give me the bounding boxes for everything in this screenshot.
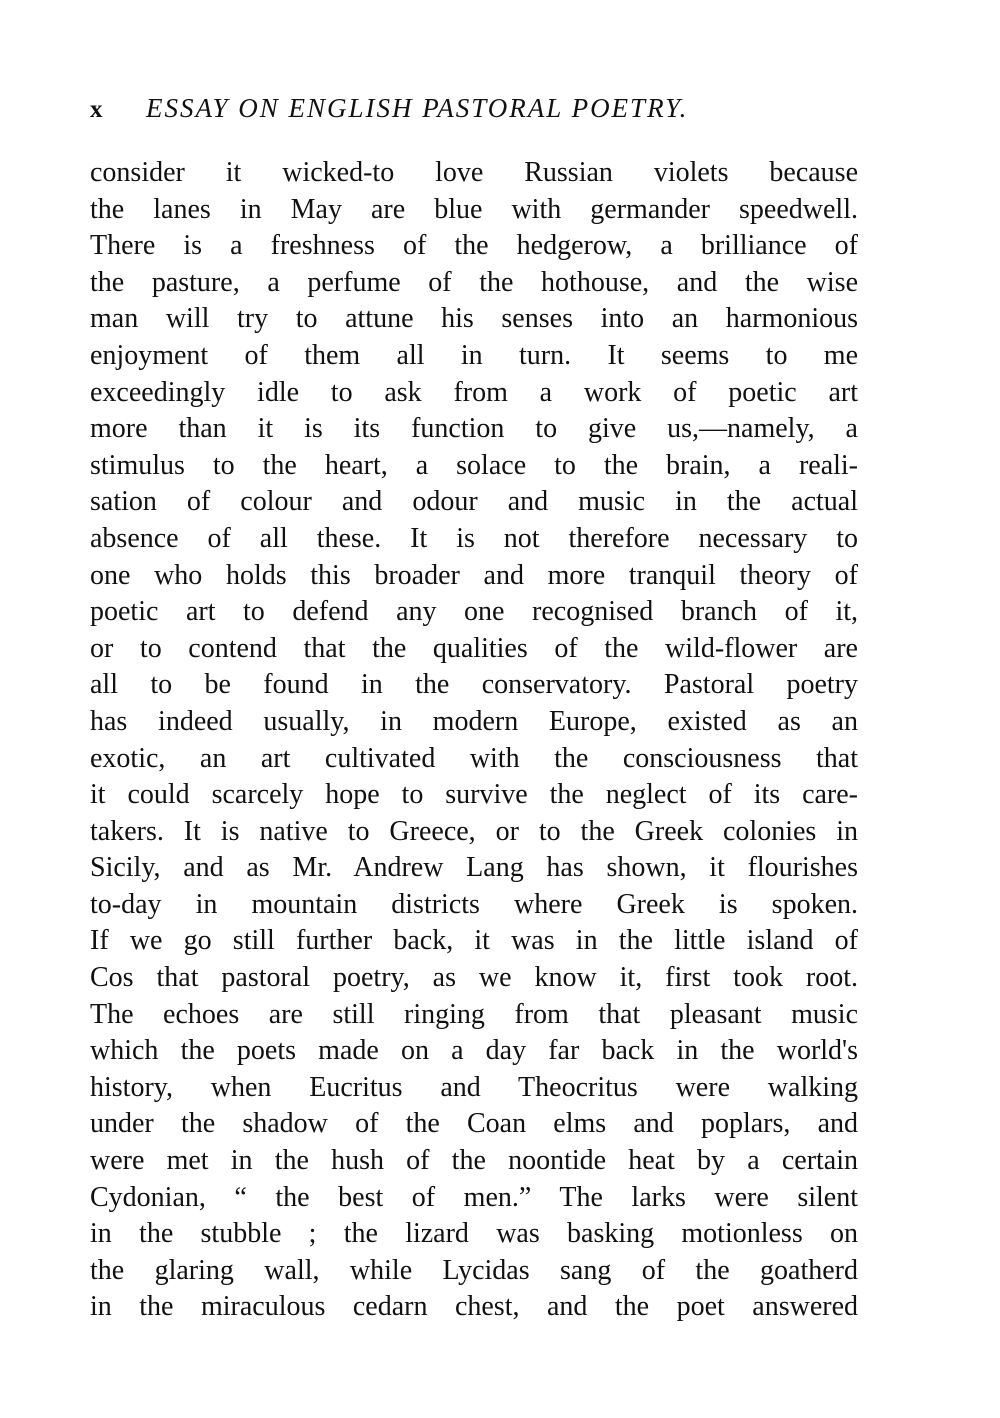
text-line: poetic art to defend any one recognised branch of it, [90, 596, 858, 628]
text-line: to-day in mountain districts where Greek is spoken. [90, 888, 858, 920]
text-line: history, when Eucritus and Theocritus were walking [90, 1071, 858, 1103]
body-text [90, 155, 858, 1326]
text-line: has indeed usually, in modern Europe, existed as an [90, 705, 858, 737]
text-line: or to contend that the qualities of the wild-flower are [90, 632, 858, 664]
text-line: it could scarcely hope to survive the neglect of its care- [90, 779, 858, 811]
text-line: were met in the hush of the noontide heat by a certain [90, 1145, 858, 1177]
text-line: the pasture, a perfume of the hothouse, and the wise [90, 266, 858, 298]
text-line: exotic, an art cultivated with the consciousness that [90, 742, 858, 774]
text-line: the glaring wall, while Lycidas sang of the goatherd [90, 1254, 858, 1286]
text-line: all to be found in the conservatory. Pastoral poetry [90, 669, 858, 701]
text-line: There is a freshness of the hedgerow, a brilliance of [90, 230, 858, 262]
text-line: Cydonian, “ the best of men.” The larks were silent [90, 1181, 858, 1213]
text-line: stimulus to the heart, a solace to the brain, a reali- [90, 449, 858, 481]
text-line: under the shadow of the Coan elms and poplars, and [90, 1108, 858, 1140]
page-number: x [90, 96, 103, 123]
text-line: consider it wicked-to love Russian violets because [90, 157, 858, 188]
text-line: the lanes in May are blue with germander speedwell. [90, 193, 858, 225]
text-line: If we go still further back, it was in the little island of [90, 925, 858, 957]
text-line: which the poets made on a day far back in the world's [90, 1035, 858, 1067]
text-line: sation of colour and odour and music in the actual [90, 486, 858, 518]
running-head [90, 88, 870, 128]
text-line: man will try to attune his senses into an harmonious [90, 303, 858, 335]
text-line: The echoes are still ringing from that pleasant music [90, 998, 858, 1030]
text-line: Sicily, and as Mr. Andrew Lang has shown, it flourishes [90, 852, 858, 884]
text-line: Cos that pastoral poetry, as we know it, first took root. [90, 962, 858, 994]
text-line: absence of all these. It is not therefore necessary to [90, 522, 858, 554]
text-line: more than it is its function to give us,—namely, a [90, 413, 858, 445]
text-line: enjoyment of them all in turn. It seems to me [90, 339, 858, 371]
text-line: in the stubble ; the lizard was basking motionless on [90, 1218, 858, 1250]
text-line: one who holds this broader and more tranquil theory of [90, 559, 858, 591]
text-line: in the miraculous cedarn chest, and the poet answered [90, 1291, 858, 1323]
text-line: takers. It is native to Greece, or to the Greek colonies in [90, 815, 858, 847]
text-line: exceedingly idle to ask from a work of poetic art [90, 376, 858, 408]
running-head-title: ESSAY ON ENGLISH PASTORAL POETRY. [146, 93, 689, 123]
